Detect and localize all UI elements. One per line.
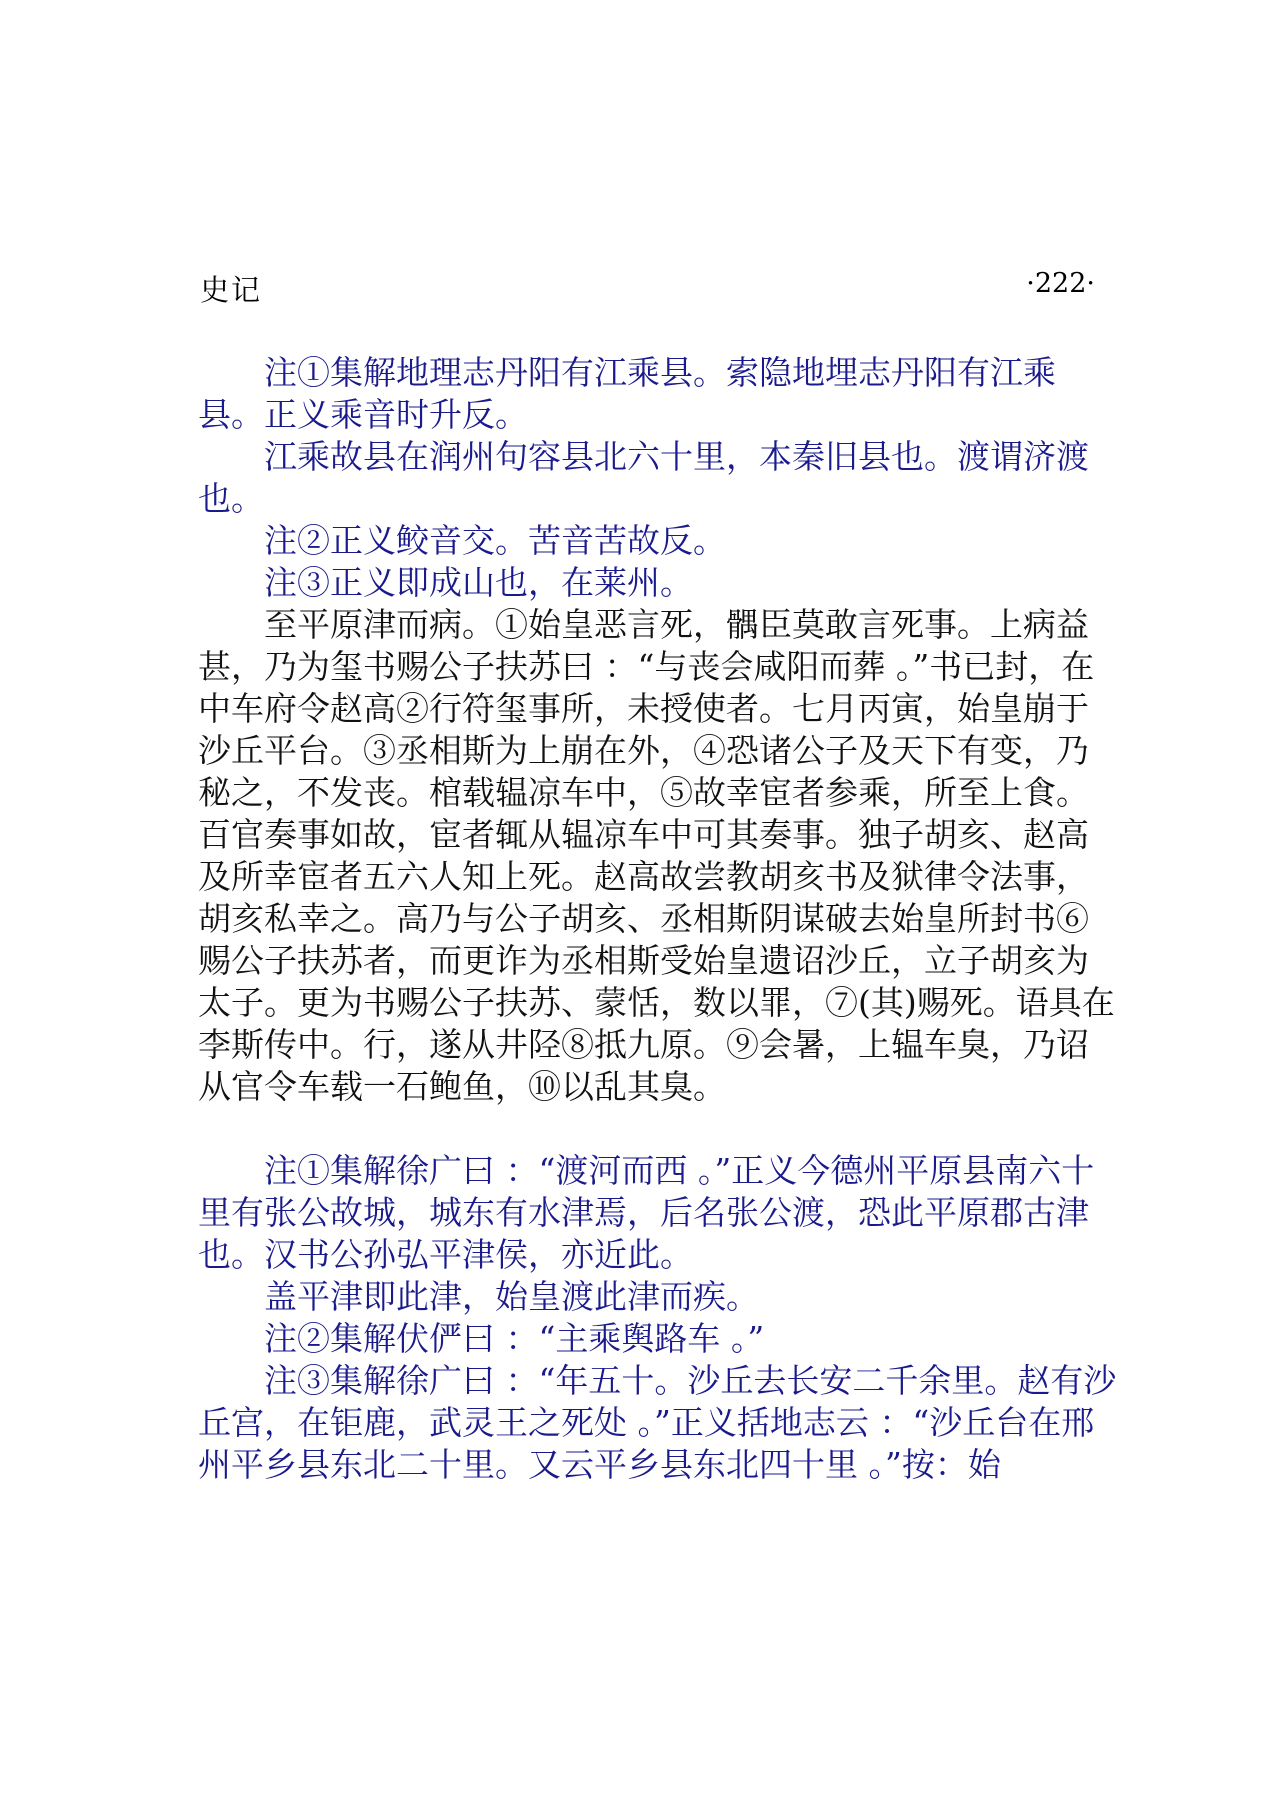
annotation-paragraph: 江乘故县在润州句容县北六十里，本秦旧县也。渡谓济渡也。 — [198, 437, 1089, 518]
book-title: 史记 — [200, 273, 263, 307]
annotation-paragraph: 注②集解伏俨曰 ：“主乘舆路车 。” — [264, 1319, 765, 1358]
paragraph-gap — [198, 1108, 1118, 1150]
annotation-paragraph: 注②正义鲛音交。苦音苦故反。 — [264, 521, 726, 560]
annotation-paragraph: 注①集解地理志丹阳有江乘县。索隐地埋志丹阳有江乘县。正义乘音时升反。 — [198, 353, 1056, 434]
annotation-paragraph: 注①集解徐广曰 ：“渡河而西 。”正义今德州平原县南六十里有张公故城，城东有水津焉，后名张公渡，恐此平原郡古津也。汉书公孙弘平津侯，亦近此。 — [198, 1151, 1095, 1274]
main-text-paragraph: 至平原津而病。①始皇恶言死，髃臣莫敢言死事。上病益甚，乃为玺书赐公子扶苏曰 ：“与丧会咸阳而葬 。”书已封，在中车府令赵高②行符玺事所，未授使者。七月丙寅，始皇崩于沙丘平台。③丞相斯为上崩在外，④恐诸公子及天下有变，乃秘之，不发丧。棺载辒凉车中，⑤故幸宦者参乘，所至上食。百官奏事如故，宦者辄从辒凉车中可其奏事。独子胡亥、赵高及所幸宦者五六人知上死。赵高故尝教胡亥书及狱律令法事，胡亥私幸之。高乃与公子胡亥、丞相斯阴谋破去始皇所封书⑥赐公子扶苏者，而更诈为丞相斯受始皇遗诏沙丘，立子胡亥为太子。更为书赐公子扶苏、蒙恬，数以罪，⑦(其)赐死。语具在李斯传中。行，遂从井陉⑧抵九原。⑨会暑，上辒车臭，乃诏从官令车载一石鲍鱼，⑩以乱其臭。 — [198, 605, 1115, 1106]
page-number: ·222· — [1026, 268, 1095, 299]
body-text — [198, 352, 1118, 1486]
annotation-paragraph: 注③正义即成山也，在莱州。 — [264, 563, 693, 602]
page-header — [200, 268, 1095, 308]
annotation-paragraph: 盖平津即此津，始皇渡此津而疾。 — [264, 1277, 759, 1316]
annotation-paragraph: 注③集解徐广曰 ：“年五十。沙丘去长安二千余里。赵有沙丘宫，在钜鹿，武灵王之死处 。”正义括地志云 ：“沙丘台在邢州平乡县东北二十里。又云平乡县东北四十里 。”按：始 — [198, 1361, 1117, 1484]
